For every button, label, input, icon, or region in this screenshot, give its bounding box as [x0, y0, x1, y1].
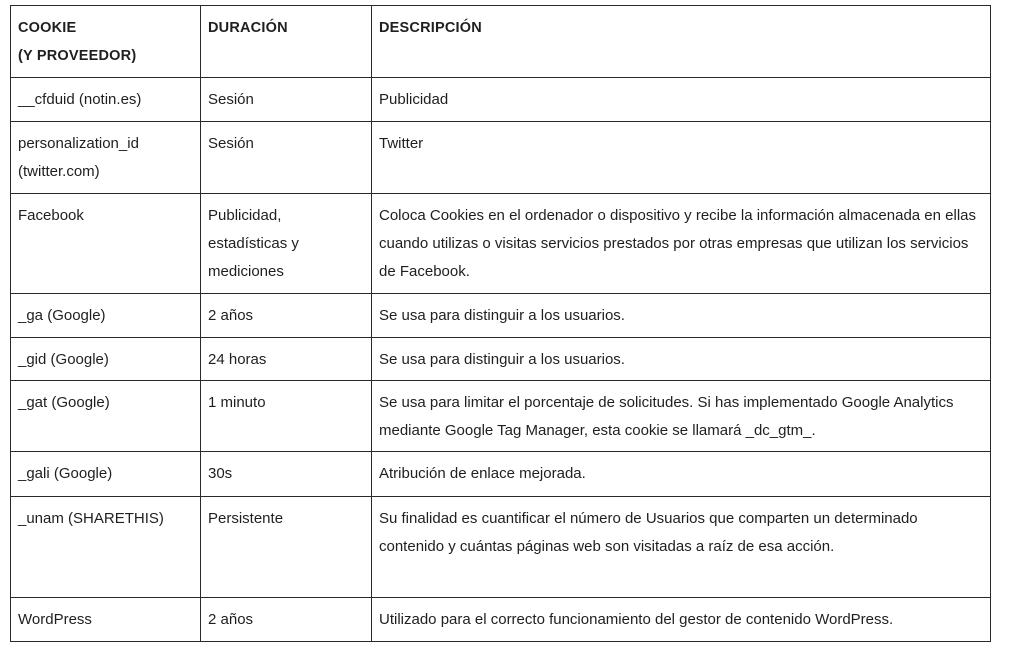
- table-row: [11, 122, 991, 194]
- cell-duration: Sesión: [201, 122, 372, 194]
- header-duration: DURACIÓN: [201, 6, 372, 78]
- table-row: [11, 338, 991, 381]
- cell-cookie: __cfduid (notin.es): [11, 78, 201, 122]
- header-cookie-line2: (Y PROVEEDOR): [18, 48, 137, 64]
- table-header-row: [11, 6, 991, 78]
- cell-duration: Sesión: [201, 78, 372, 122]
- cell-cookie: _ga (Google): [11, 294, 201, 338]
- cell-cookie: _gat (Google): [11, 381, 201, 452]
- cell-duration: 24 horas: [201, 338, 372, 381]
- table-row: [11, 598, 991, 642]
- cell-description: Su finalidad es cuantificar el número de Usuarios que comparten un determinado contenido y cuántas páginas web son visitadas a raíz de esa acción.: [372, 497, 991, 598]
- cell-duration: 2 años: [201, 294, 372, 338]
- cookies-table: [10, 5, 991, 642]
- cell-cookie: personalization_id (twitter.com): [11, 122, 201, 194]
- cell-cookie: _gid (Google): [11, 338, 201, 381]
- cell-cookie: _gali (Google): [11, 452, 201, 497]
- cell-duration: Persistente: [201, 497, 372, 598]
- table-row: [11, 497, 991, 598]
- cell-duration: 1 minuto: [201, 381, 372, 452]
- header-cookie-line1: COOKIE: [18, 20, 77, 36]
- cell-description: Se usa para limitar el porcentaje de solicitudes. Si has implementado Google Analytics mediante Google Tag Manager, esta cookie se llamará _dc_gtm_.: [372, 381, 991, 452]
- cell-cookie: Facebook: [11, 194, 201, 294]
- cell-cookie: _unam (SHARETHIS): [11, 497, 201, 598]
- cell-cookie: WordPress: [11, 598, 201, 642]
- header-description: DESCRIPCIÓN: [372, 6, 991, 78]
- cell-description: Utilizado para el correcto funcionamiento del gestor de contenido WordPress.: [372, 598, 991, 642]
- table-row: [11, 452, 991, 497]
- header-cookie: [11, 6, 201, 78]
- cell-description: Se usa para distinguir a los usuarios.: [372, 294, 991, 338]
- table-row: [11, 78, 991, 122]
- cell-description: Atribución de enlace mejorada.: [372, 452, 991, 497]
- cell-description: Twitter: [372, 122, 991, 194]
- cell-duration: 2 años: [201, 598, 372, 642]
- table-row: [11, 381, 991, 452]
- cell-description: Publicidad: [372, 78, 991, 122]
- table-row: [11, 294, 991, 338]
- table-row: [11, 194, 991, 294]
- cell-description: Se usa para distinguir a los usuarios.: [372, 338, 991, 381]
- cell-description: Coloca Cookies en el ordenador o dispositivo y recibe la información almacenada en ellas cuando utilizas o visitas servicios prestados por otras empresas que utilizan los servicios de Facebook.: [372, 194, 991, 294]
- cell-duration: Publicidad, estadísticas y mediciones: [201, 194, 372, 294]
- cell-duration: 30s: [201, 452, 372, 497]
